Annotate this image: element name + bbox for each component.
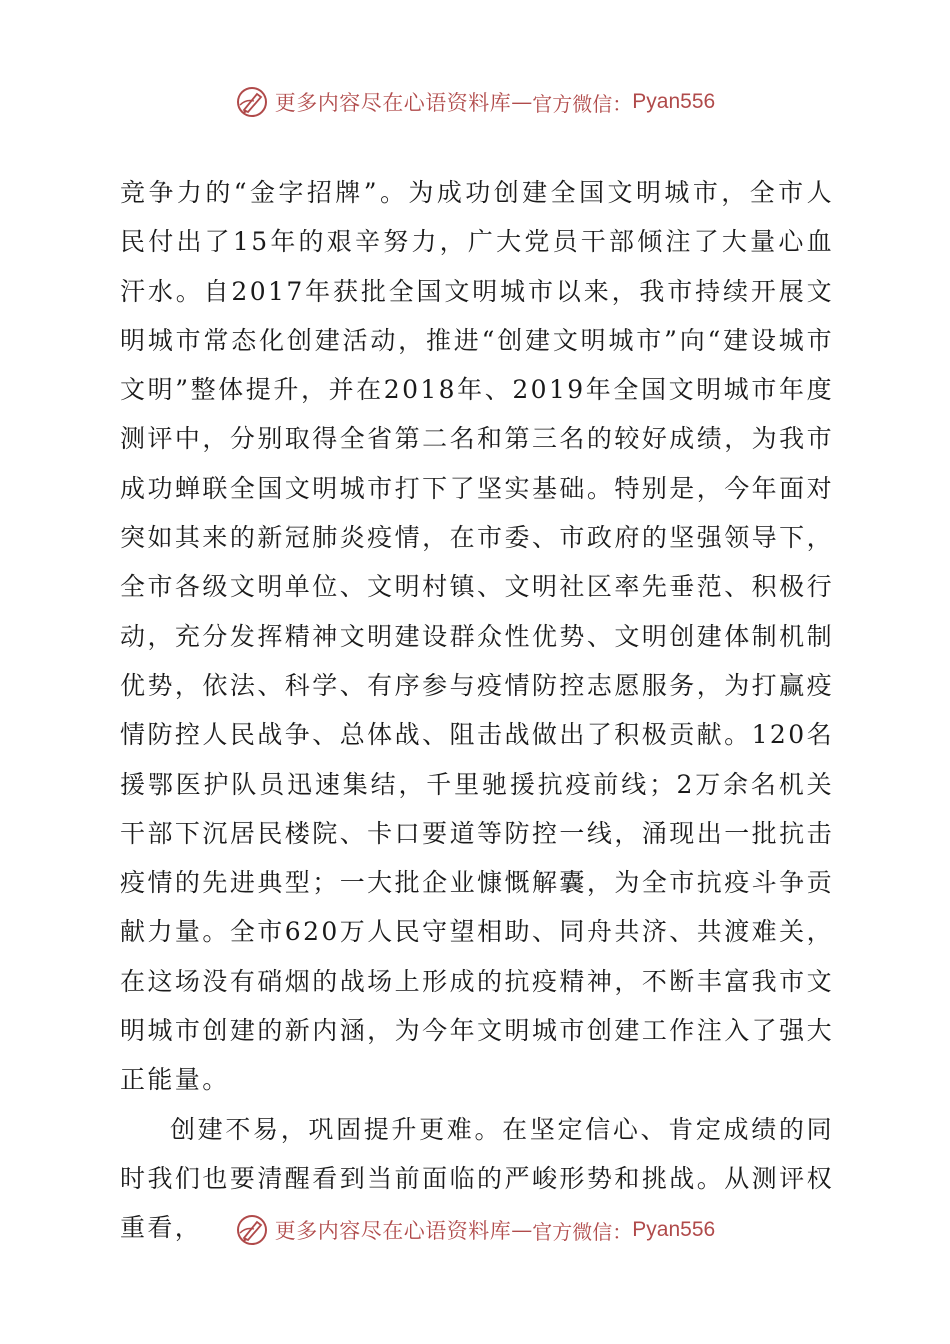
footer-brand-text: 更多内容尽在心语资料库 xyxy=(274,1219,512,1243)
footer-separator: — xyxy=(511,1218,533,1242)
footer-wechat-label: 官方微信： xyxy=(532,1219,633,1244)
pen-nib-logo-icon xyxy=(235,85,269,119)
header-wechat-label: 官方微信： xyxy=(532,91,633,116)
pen-nib-logo-icon xyxy=(235,1213,269,1247)
footer-banner xyxy=(0,1210,950,1250)
body-paragraph-1: 竞争力的“金字招牌”。为成功创建全国文明城市，全市人民付出了15年的艰辛努力，广大党员干部倾注了大量心血汗水。自2017年获批全国文明城市以来，我市持续开展文明城市常态化创建活动，推进“创建文明城市”向“建设城市文明”整体提升，并在2018年、2019年全国文明城市年度测评中，分别取得全省第二名和第三名的较好成绩，为我市成功蝉联全国文明城市打下了坚实基础。特别是，今年面对突如其来的新冠肺炎疫情，在市委、市政府的坚强领导下，全市各级文明单位、文明村镇、文明社区率先垂范、积极行动，充分发挥精神文明建设群众性优势、文明创建体制机制优势，依法、科学、有序参与疫情防控志愿服务，为打赢疫情防控人民战争、总体战、阻击战做出了积极贡献。120名援鄂医护队员迅速集结，千里驰援抗疫前线；2万余名机关干部下沉居民楼院、卡口要道等防控一线，涌现出一批抗击疫情的先进典型；一大批企业慷慨解囊，为全市抗疫斗争贡献力量。全市620万人民守望相助、同舟共济、共渡难关，在这场没有硝烟的战场上形成的抗疫精神，不断丰富我市文明城市创建的新内涵，为今年文明城市创建工作注入了强大正能量。 xyxy=(120,178,834,1095)
body-paragraph-2: 创建不易，巩固提升更难。在坚定信心、肯定成绩的同时我们也要清醒看到当前面临的严峻形势和挑战。从测评权重看， xyxy=(120,1114,834,1243)
header-separator: — xyxy=(511,90,533,114)
document-body xyxy=(120,168,834,1253)
header-brand-text: 更多内容尽在心语资料库 xyxy=(274,91,512,115)
header-wechat-account: Pyan556 xyxy=(632,90,716,113)
header-banner xyxy=(0,82,950,122)
footer-wechat-account: Pyan556 xyxy=(632,1218,716,1241)
